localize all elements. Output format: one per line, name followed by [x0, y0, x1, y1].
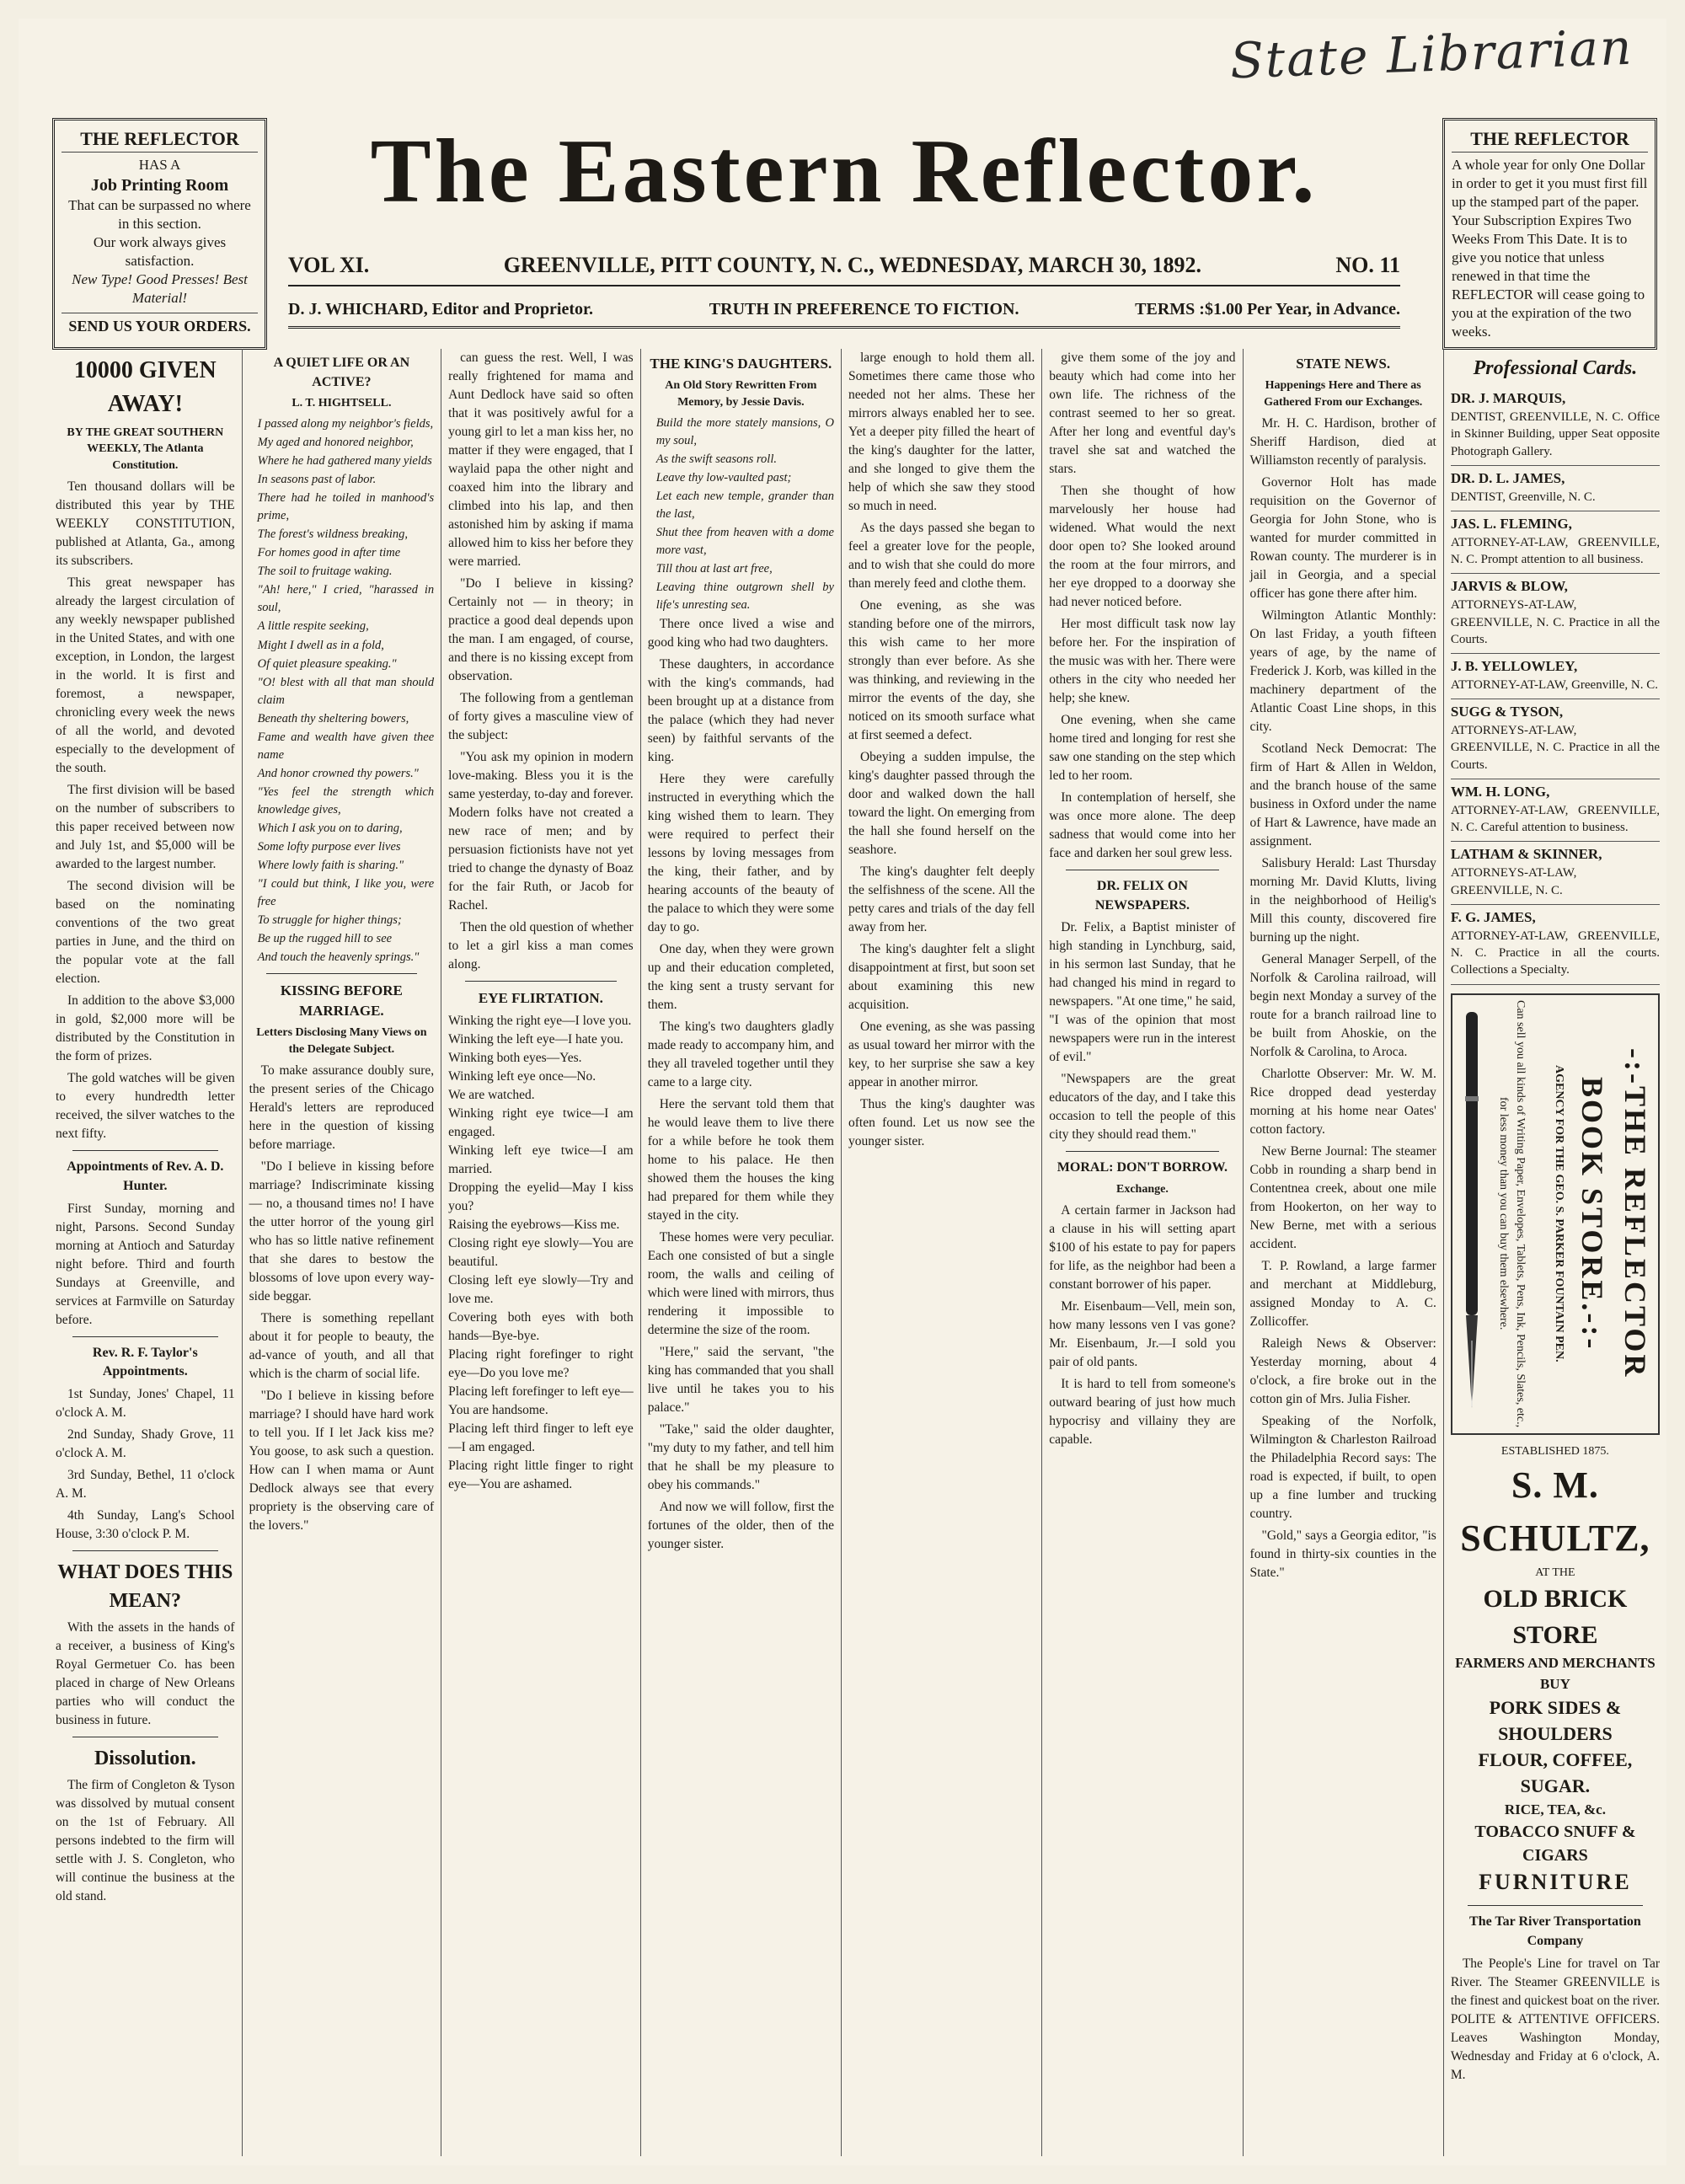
eye-flirtation-item: Placing right forefinger to right eye—Do you love me? [448, 1347, 634, 1381]
card-name: DR. J. MARQUIS, [1450, 390, 1566, 407]
card-text: ATTORNEYS-AT-LAW, GREENVILLE, N. C. [1450, 866, 1577, 897]
subline-bar [288, 292, 1400, 329]
schultz-line: FURNITURE [1479, 1870, 1632, 1895]
column-3 [441, 349, 641, 2156]
schultz-line: FLOUR, COFFEE, SUGAR. [1478, 1749, 1633, 1797]
schultz-name: S. M. SCHULTZ, [1460, 1464, 1650, 1559]
fountain-pen-icon [1452, 995, 1491, 1433]
paragraph: A certain farmer in Jackson had a clause in his will setting apart $100 of his estate to pay for papers for life, as the neighbor had been a constant borrower of his paper. [1049, 1203, 1236, 1293]
terms: TERMS :$1.00 Per Year, in Advance. [1135, 299, 1400, 318]
paragraph: As the days passed she began to feel a greater love for the people, and to wish that she could do more than merely feed and clothe them. [848, 521, 1035, 591]
column-2 [243, 349, 442, 2156]
paragraph: large enough to hold them all. Sometimes there came those who needed not her alms. These her mirrors always enabled her to see. Yet a deeper pity filled the heart of the king's daughter for the latter, and she longed to give them the help of which she saw they stood so much in need. [848, 351, 1035, 513]
paragraph: Speaking of the Norfolk, Wilmington & Charleston Railroad the Philadelphia Record says: The road is expected, if built, to open up a fine lumber and trucking country. [1249, 1413, 1436, 1521]
ear-left-box [52, 118, 267, 350]
poem-line: Shut thee from heaven with a dome more vast, [655, 525, 834, 557]
card-text: ATTORNEY-AT-LAW, Greenville, N. C. [1450, 678, 1658, 693]
paragraph: "Here," said the servant, "the king has commanded that you shall live until he takes you to his palace." [647, 1345, 834, 1416]
schultz-at: AT THE [1535, 1566, 1575, 1580]
poem-line: In seasons past of labor. [257, 473, 377, 487]
section-head: DR. FELIX ON NEWSPAPERS. [1094, 879, 1190, 913]
paragraph: And now we will follow, first the fortunes of the older, then of the younger sister. [647, 1500, 834, 1552]
paragraph: Scotland Neck Democrat: The firm of Hart & Allen in Weldon, and the branch house of the same business in Oxford under the name of Hart & Lawrence, have made an assignment. [1249, 741, 1436, 848]
poem-line: Leave thy low-vaulted past; [655, 470, 792, 484]
poem [648, 415, 834, 614]
paragraph: Mr. H. C. Hardison, brother of Sheriff Hardison, died at Williamston recently of paralysis. [1249, 415, 1436, 468]
subhead: BY THE GREAT SOUTHERN WEEKLY, The Atlanta Constitution. [67, 426, 224, 473]
paragraph: Governor Holt has made requisition on the Governor of Georgia for John Stone, who is wanted for murder committed in Rowan county. The murderer is in jail in Georgia, and a special officer has gone there after him. [1249, 474, 1436, 601]
section-head: MORAL: DON'T BORROW. [1056, 1160, 1228, 1175]
list-item: 2nd Sunday, Shady Grove, 11 o'clock A. M. [56, 1427, 235, 1460]
card-name: WM. H. LONG, [1450, 783, 1550, 800]
paragraph: General Manager Serpell, of the Norfolk & Carolina railroad, will begin next Monday a survey of the route for a branch railroad line to be built from Ahoskie, on the Norfolk & Carolina, to Aroca. [1249, 951, 1436, 1059]
paragraph: The king's daughter felt deeply the selfishness of the scene. All the petty cares and trials of the day fell away from her. [848, 864, 1035, 934]
paragraph: It is hard to tell from someone's outward bearing of just how much hypocrisy and villainy they are capable. [1049, 1377, 1236, 1448]
ear-right-box [1442, 118, 1657, 350]
paragraph: Dr. Felix, a Baptist minister of high standing in Lynchburg, said, in his sermon last Sunday, that he had changed his mind in regard to newspapers. "At one time," he said, "I was of the opinion that most newspapers were run in the interest of evil." [1049, 920, 1236, 1065]
poem-line: Be up the rugged hill to see [257, 931, 393, 945]
poem-author: L. T. HIGHTSELL. [292, 397, 392, 410]
paragraph: Then she thought of how marvelously her house had widened. What would the next door open to? She looked around the room at the four mirrors, and her eye dropped to a doorway she had never noticed before. [1049, 484, 1236, 609]
list-item: 4th Sunday, Lang's School House, 3:30 o'clock P. M. [56, 1508, 235, 1541]
paragraph: The People's Line for travel on Tar River. The Steamer GREENVILLE is the finest and quickest boat on the river. POLITE & ATTENTIVE OFFICERS. Leaves Washington Monday, Wednesday and Friday at 6 o'clock, A. M. [1450, 1956, 1661, 2082]
professional-card [1451, 779, 1660, 842]
poem-line: Till thou at last art free, [655, 562, 773, 575]
list-item: 1st Sunday, Jones' Chapel, 11 o'clock A. M. [56, 1387, 235, 1420]
bookstore-title: -:-THE REFLECTOR BOOK STORE.-:- [1575, 1048, 1653, 1379]
card-name: F. G. JAMES, [1450, 908, 1536, 925]
paragraph: Wilmington Atlantic Monthly: On last Friday, a youth fifteen years of age, by the name of Frederick J. Korb, was killed in the machinery department of the Atlantic Coast Line shops, in this city. [1249, 608, 1436, 734]
paragraph: One evening, when she came home tired and longing for rest she saw one standing on the step which led to her room. [1049, 713, 1236, 783]
paragraph: Obeying a sudden impulse, the king's daughter passed through the door and walked down the hall toward the light. On emerging from the hall she found herself on the seashore. [848, 750, 1035, 857]
poem-line: As the swift seasons roll. [655, 452, 777, 466]
column-5 [842, 349, 1042, 2156]
dateline-bar [288, 246, 1400, 286]
paragraph: Thus the king's daughter was often found. Let us now see the younger sister. [848, 1097, 1035, 1148]
ear-right-title: THE REFLECTOR [1452, 127, 1648, 153]
paragraph: Her most difficult task now lay before her. For the inspiration of the music was with her. There were others in the city who needed her help; she knew. [1049, 617, 1236, 705]
professional-card [1451, 466, 1660, 511]
paragraph: The gold watches will be given to every hundredth letter received, the silver watches to the next fifty. [56, 1071, 235, 1142]
poem-line: For homes good in after time [257, 546, 401, 560]
poem-line: Which I ask you on to daring, [257, 821, 403, 835]
professional-card [1451, 842, 1660, 904]
eye-list [448, 1012, 634, 1494]
eye-flirtation-item: Winking right eye twice—I am engaged. [448, 1106, 634, 1140]
paragraph: To make assurance doubly sure, the present series of the Chicago Herald's letters are reproduced here in the question of kissing before marriage. [249, 1063, 435, 1152]
poem-line: Build the more stately mansions, O my soul, [655, 415, 834, 447]
volume-label: VOL XI. [288, 253, 370, 277]
eye-flirtation-item: Winking left eye once—No. [448, 1069, 596, 1084]
professional-card [1451, 905, 1660, 985]
schultz-line: FARMERS AND MERCHANTS BUY [1455, 1655, 1656, 1692]
paragraph: New Berne Journal: The steamer Cobb in rounding a sharp bend in Contentnea creek, about one mile from Hookerton, on her way to New Berne, met with a serious accident. [1249, 1143, 1436, 1251]
professional-card [1451, 511, 1660, 574]
ear-right-body: A whole year for only One Dollar in order to get it you must first fill up the stamped part of the paper. Your Subscription Expires Two Weeks From This Date. It is to give you notice that unless renewed in that time the REFLECTOR will cease going to you at the expiration of the two weeks. [1452, 156, 1648, 340]
poem-line: I passed along my neighbor's fields, [257, 417, 434, 431]
ear-left-title: THE REFLECTOR [62, 127, 258, 153]
ear-left-line: New Type! Good Presses! Best Material! [72, 271, 248, 307]
paragraph: This great newspaper has already the largest circulation of any weekly newspaper published in the United States, and with one exception, in London, the largest in the world. It is first and foremost, a newspaper, chronicling every week the news of all the world, and devoted especially to the development of the south. [56, 575, 235, 776]
divider [465, 981, 617, 982]
poem-line: The forest's wildness breaking, [257, 527, 409, 542]
section-head: The Tar River Transportation Company [1469, 1914, 1641, 1949]
paragraph: These homes were very peculiar. Each one consisted of but a single room, the walls and ceiling of which were lined with mirrors, thus rendering it impossible to determine the size of the room. [647, 1230, 834, 1338]
ear-left-line: That can be surpassed no where in this section. [68, 196, 251, 232]
card-name: LATHAM & SKINNER, [1450, 846, 1602, 863]
poem-line: Leaving thine outgrown shell by life's unresting sea. [655, 581, 834, 613]
poem [249, 415, 435, 966]
paragraph: "Do I believe in kissing before marriage? I should have hard work to tell you. If I let Jack kiss me? You goose, to ask such a question. How can I when mama or Aunt Dedlock always see that every propriety is the observing care of the lovers." [249, 1388, 435, 1533]
professional-card [1451, 699, 1660, 779]
paragraph: One day, when they were grown up and their education completed, the king sent a trusty servant for them. [647, 942, 834, 1013]
paragraph: The king's daughter felt a slight disappointment at first, but soon set about examining this new acquisition. [848, 942, 1035, 1012]
eye-flirtation-item: Closing right eye slowly—You are beautiful. [448, 1236, 634, 1270]
subhead: Exchange. [1115, 1183, 1169, 1196]
paragraph: "Do I believe in kissing before marriage? Indiscriminate kissing — no, a thousand times no! I have the utter horror of the young girl who has so little native refinement that she dares to bestow the blossoms of love upon every way-side beggar. [249, 1159, 435, 1303]
poem-line: "Ah! here," I cried, "harassed in soul, [257, 583, 435, 615]
schultz-line: TOBACCO SNUFF & CIGARS [1474, 1822, 1636, 1866]
eye-flirtation-item: Covering both eyes with both hands—Bye-bye. [448, 1310, 634, 1344]
paragraph: Here the servant told them that he would leave them to live there for a while before he took them home to his palace. He then showed them the houses the king had prepared for them while they stayed in the city. [647, 1097, 834, 1223]
paragraph: With the assets in the hands of a receiver, a business of King's Royal Germetuer Co. has been placed in charge of New Orleans parties who will conduct the business in future. [56, 1620, 235, 1728]
poem-line: My aged and honored neighbor, [257, 436, 414, 450]
poem-line: A little respite seeking, [257, 619, 369, 634]
poem-line: Beneath thy sheltering bowers, [257, 711, 409, 725]
column-4 [641, 349, 842, 2156]
paragraph: Salisbury Herald: Last Thursday morning Mr. David Klutts, living in the neighborhood of Heilig's Mill this county, discovered fire burning up the night. [1249, 855, 1436, 945]
eye-flirtation-item: Closing left eye slowly—Try and love me. [448, 1273, 634, 1307]
dateline: GREENVILLE, PITT COUNTY, N. C., WEDNESDAY, MARCH 30, 1892. [503, 253, 1201, 277]
card-text: ATTORNEYS-AT-LAW, GREENVILLE, N. C. Practice in all the Courts. [1450, 724, 1661, 772]
paragraph: The first division will be based on the number of subscribers to this paper received between now and July 1st, and $5,000 will be awarded to the largest number. [56, 783, 235, 872]
headline: 10000 GIVEN AWAY! [73, 357, 217, 417]
card-text: ATTORNEY-AT-LAW, GREENVILLE, N. C. Practice in all the courts. Collections a Specialty. [1450, 929, 1661, 977]
section-head: EYE FLIRTATION. [478, 990, 603, 1006]
subhead: An Old Story Rewritten From Memory, by Jessie Davis. [665, 379, 817, 409]
eye-flirtation-item: Placing left third finger to left eye—I am engaged. [448, 1421, 634, 1455]
paragraph: Here they were carefully instructed in everything which the king wished them to learn. They were required to perfect their lessons by loving messages from the king, their father, and by hearing accounts of the beauty of the palace to which they were some day to go. [647, 772, 834, 935]
section-head: WHAT DOES THIS MEAN? [57, 1561, 233, 1613]
bookstore-text: Can sell you all kinds of Writing Paper, Envelopes, Tablets, Pens, Ink, Pencils, Slates, etc., for less money than you can buy them elsewhere. [1496, 999, 1527, 1428]
poem-title: A QUIET LIFE OR AN ACTIVE? [273, 356, 410, 389]
newspaper-title: The Eastern Reflector. [370, 121, 1319, 222]
section-head: Rev. R. F. Taylor's Appointments. [92, 1345, 198, 1379]
card-name: JAS. L. FLEMING, [1450, 515, 1572, 532]
schultz-ad [1451, 1443, 1660, 1899]
paragraph: Charlotte Observer: Mr. W. M. Rice dropped dead yesterday morning at his home near Oates' cotton factory. [1249, 1066, 1436, 1137]
schultz-established: ESTABLISHED 1875. [1500, 1444, 1609, 1458]
schultz-line: RICE, TEA, &c. [1504, 1801, 1606, 1817]
bookstore-agency: AGENCY FOR THE GEO. S. PARKER FOUNTAIN PEN. [1552, 1065, 1565, 1362]
bookstore-ad [1451, 993, 1660, 1435]
divider [1468, 1905, 1643, 1906]
poem-line: "I could but think, I like you, were free [257, 876, 435, 908]
subhead: Letters Disclosing Many Views on the Delegate Subject. [256, 1026, 427, 1056]
paragraph: One evening, as she was passing as usual toward her mirror with the key, to her surprise she saw a key appear in another mirror. [848, 1020, 1035, 1089]
issue-number: NO. 11 [1335, 253, 1400, 277]
poem-line: There had he toiled in manhood's prime, [257, 491, 435, 523]
card-name: JARVIS & BLOW, [1450, 578, 1568, 595]
eye-flirtation-item: Raising the eyebrows—Kiss me. [448, 1218, 620, 1233]
section-head: THE KING'S DAUGHTERS. [650, 356, 832, 372]
card-name: J. B. YELLOWLEY, [1450, 658, 1578, 675]
paragraph: The firm of Congleton & Tyson was dissolved by mutual consent on the 1st of February. All persons indebted to the firm will settle with J. S. Congleton, who will continue the business at the old stand. [56, 1778, 235, 1904]
poem-line: Of quiet pleasure speaking." [257, 656, 397, 671]
section-head: KISSING BEFORE MARRIAGE. [280, 982, 403, 1019]
poem-line: Let each new temple, grander than the last, [655, 489, 834, 521]
paragraph: "Newspapers are the great educators of the day, and I take this occasion to tell the people of this city they should read them." [1049, 1072, 1236, 1143]
newspaper-page [19, 19, 1666, 2165]
professional-card [1451, 386, 1660, 466]
column-ads [1444, 349, 1666, 2156]
paragraph: These daughters, in accordance with the king's commands, had been brought up at a distance from the palace (which they had never seen) by faithful servants of the king. [647, 657, 834, 765]
paragraph: The second division will be based on the nominating conventions of the two great parties in June, and the third on the popular vote at the fall election. [56, 879, 235, 987]
columns [49, 349, 1666, 2156]
eye-flirtation-item: Dropping the eyelid—May I kiss you? [448, 1180, 634, 1214]
card-text: ATTORNEY-AT-LAW, GREENVILLE, N. C. Prompt attention to all business. [1450, 535, 1661, 567]
section-head: Appointments of Rev. A. D. Hunter. [67, 1159, 224, 1193]
section-head: STATE NEWS. [1296, 356, 1391, 372]
paragraph: "Gold," says a Georgia editor, "is found in thirty-six counties in the State." [1249, 1528, 1436, 1580]
ear-left-line: Our work always gives satisfaction. [93, 233, 227, 269]
schultz-store: OLD BRICK STORE [1483, 1585, 1628, 1649]
paragraph: Mr. Eisenbaum—Vell, mein son, how many lessons ven I vas gone? Mr. Eisenbaum, Jr.—I sold you pair of old pants. [1049, 1299, 1236, 1370]
paragraph: "Do I believe in kissing? Certainly not — in theory; in practice a good deal depends upon the man. I am engaged, of course, and there is no kissing except from observation. [448, 576, 634, 683]
ear-left-line: HAS A [138, 156, 181, 173]
paragraph: The following from a gentleman of forty gives a masculine view of the subject: [448, 691, 634, 742]
ear-left-line: Job Printing Room [90, 175, 229, 195]
poem-line: And honor crowned thy powers." [257, 766, 419, 780]
poem-line: The soil to fruitage waking. [257, 565, 393, 579]
eye-flirtation-item: We are watched. [448, 1088, 535, 1103]
column-6 [1042, 349, 1243, 2156]
paragraph: The king's two daughters gladly made ready to accompany him, and they all traveled together until they came to a large city. [647, 1020, 834, 1090]
paragraph: First Sunday, morning and night, Parsons. Second Sunday morning at Antioch and Saturday night before. Third and fourth Sundays at Greenville, and services at Farmville on Saturday before. [56, 1201, 235, 1327]
card-text: DENTIST, Greenville, N. C. [1450, 490, 1596, 504]
subhead: Happenings Here and There as Gathered From our Exchanges. [1264, 379, 1423, 409]
section-head: Professional Cards. [1473, 357, 1638, 379]
poem-line: "Yes feel the strength which knowledge gives, [257, 784, 435, 816]
paragraph: can guess the rest. Well, I was really frightened for mama and Aunt Dedlock have said so often that it was positively awful for a young girl to let a man kiss her, no matter if they were engaged, that I waylaid papa the other night and coaxed him into the library and climbed into his lap, and then astonished him by asking if mama allowed him to kiss her before they were married. [448, 351, 634, 569]
column-7 [1244, 349, 1444, 2156]
professional-card [1451, 574, 1660, 654]
paragraph: Ten thousand dollars will be distributed this year by THE WEEKLY CONSTITUTION, published at Atlanta, Ga., among its subscribers. [56, 479, 235, 569]
poem-line: "O! blest with all that man should claim [257, 675, 435, 707]
eye-flirtation-item: Placing right little finger to right eye—You are ashamed. [448, 1459, 634, 1492]
card-text: ATTORNEY-AT-LAW, GREENVILLE, N. C. Careful attention to business. [1450, 803, 1661, 835]
paragraph: There is something repellant about it for people to beauty, the ad-vance of youth, and all that which is the charm of social life. [249, 1310, 435, 1381]
card-name: DR. D. L. JAMES, [1450, 469, 1565, 486]
paragraph: In contemplation of herself, she was once more alone. The deep sadness that would come into her face and darken her soul grew less. [1049, 790, 1236, 860]
poem-line: Where lowly faith is sharing." [257, 858, 404, 872]
eye-flirtation-item: Winking the left eye—I hate you. [448, 1032, 623, 1047]
poem-line: Might I dwell as in a fold, [257, 638, 384, 652]
fountain-pen-icon [1458, 1004, 1486, 1425]
eye-flirtation-item: Winking both eyes—Yes. [448, 1051, 582, 1066]
eye-flirtation-item: Winking left eye twice—I am married. [448, 1143, 634, 1177]
divider [266, 973, 418, 974]
paragraph: There once lived a wise and good king who had two daughters. [647, 617, 834, 650]
poem-line: Some lofty purpose ever lives [257, 839, 401, 854]
schultz-line: PORK SIDES & SHOULDERS [1489, 1696, 1622, 1744]
list-item: 3rd Sunday, Bethel, 11 o'clock A. M. [56, 1468, 235, 1501]
paragraph: One evening, as she was standing before one of the mirrors, this wish came to her more strongly than ever before. As she was thinking, and reviewing in the mirror the events of the day, she noticed on its smooth surface what at first seemed a defect. [848, 598, 1035, 742]
paragraph: "Take," said the older daughter, "my duty to my father, and tell him that he shall be my pleasure to obey his commands." [647, 1422, 834, 1493]
poem-line: Fame and wealth have given thee name [257, 730, 435, 762]
handwritten-annotation: State Librarian [1228, 18, 1634, 90]
eye-flirtation-item: Winking the right eye—I love you. [448, 1014, 632, 1029]
column-1 [49, 349, 243, 2156]
divider [72, 1150, 218, 1151]
card-text: DENTIST, GREENVILLE, N. C. Office in Skinner Building, upper Seat opposite Photograph Gallery. [1450, 410, 1661, 458]
paragraph: "You ask my opinion in modern love-making. Bless you it is the same yesterday, to-day and forever. Modern folks have not created a new race of men; and by persuasion fictionists have not yet tried to change the dynasty of Boaz for the fair Ruth, or Jacob for Rachel. [448, 750, 634, 913]
paragraph: give them some of the joy and beauty which had come into her own life. The richness of the contrast seemed to her so great. After her long and eventful day's travel she sat and watched the stars. [1049, 351, 1236, 476]
section-head: Dissolution. [94, 1748, 196, 1770]
eye-flirtation-item: Placing left forefinger to left eye—You are handsome. [448, 1384, 634, 1418]
paragraph: Then the old question of whether to let a girl kiss a man comes along. [448, 920, 634, 972]
poem-line: Where he had gathered many yields [257, 454, 432, 468]
editor-line: D. J. WHICHARD, Editor and Proprietor. [288, 299, 594, 318]
divider [72, 1336, 218, 1337]
motto: TRUTH IN PREFERENCE TO FICTION. [709, 299, 1019, 318]
ear-left-foot: SEND US YOUR ORDERS. [62, 313, 258, 336]
poem-line: And touch the heavenly springs." [257, 950, 420, 964]
divider [72, 1550, 218, 1551]
card-text: ATTORNEYS-AT-LAW, GREENVILLE, N. C. Practice in all the Courts. [1450, 598, 1661, 646]
paragraph: T. P. Rowland, a large farmer and merchant at Middleburg, assigned Monday to A. C. Zollicoffer. [1249, 1258, 1436, 1329]
professional-card [1451, 654, 1660, 699]
divider [1066, 1151, 1218, 1152]
poem-line: To struggle for higher things; [257, 913, 402, 927]
paragraph: Raleigh News & Observer: Yesterday morning, about 4 o'clock, a fire broke out in the cotton gin of Mrs. Julia Fisher. [1249, 1336, 1436, 1406]
professional-cards [1451, 386, 1660, 984]
paragraph: In addition to the above $3,000 in gold, $2,000 more will be distributed by the Constitution in the form of prizes. [56, 993, 235, 1064]
card-name: SUGG & TYSON, [1450, 704, 1564, 720]
